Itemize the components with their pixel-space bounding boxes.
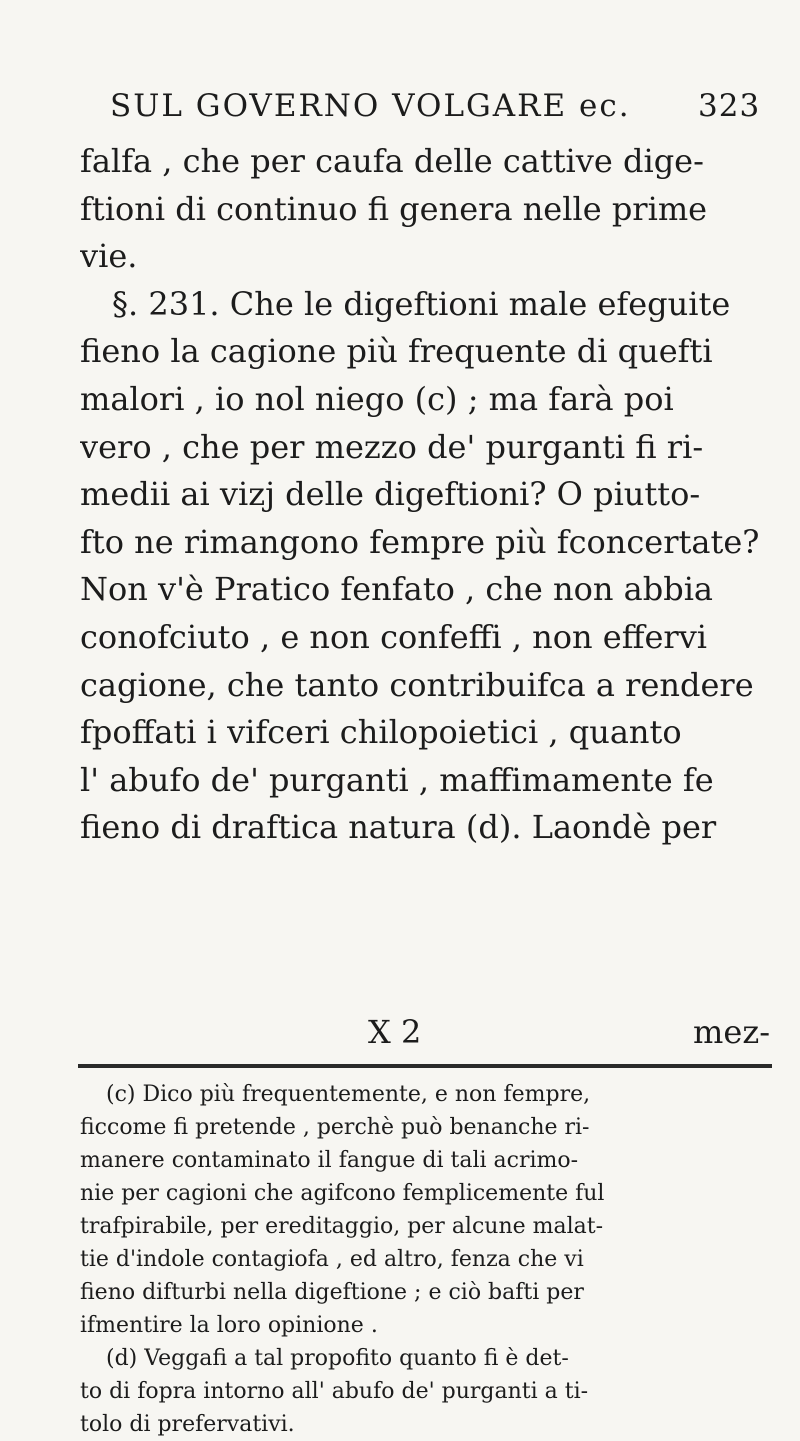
page-number: 323 [698, 88, 761, 124]
text-line: ftioni di continuo fi genera nelle prime [80, 189, 708, 228]
footnote-c: (c) Dico più frequentemente, e non fempre, [106, 1082, 591, 1107]
catchword: mez- [693, 1013, 770, 1051]
text-line: fto ne rimangono fempre più fconcertate? [80, 522, 760, 561]
footnote-line: ifmentire la loro opinione . [80, 1313, 378, 1338]
text-line: falfa , che per caufa delle cattive dige- [80, 142, 704, 180]
text-line: fieno la cagione più frequente di quefti [80, 332, 713, 371]
text-line: vero , che per mezzo de' purganti fi ri- [80, 427, 704, 466]
running-title: SUL GOVERNO VOLGARE ec. [110, 88, 631, 124]
footnote-d: (d) Veggafi a tal propofito quanto fi è det- [106, 1346, 569, 1371]
main-text [80, 138, 770, 852]
text-line: fieno di draftica natura (d). Laondè per [80, 808, 717, 847]
text-line: vie. [80, 237, 138, 276]
footnote-line: tolo di prefervativi. [80, 1412, 295, 1437]
catchline [80, 1008, 770, 1056]
text-line: malori , io nol niego (c) ; ma farà poi [80, 379, 674, 418]
footnote-divider [78, 1064, 772, 1068]
text-line: l' abufo de' purganti , maffimamente fe [80, 760, 714, 799]
footnote-line: ficcome fi pretende , perchè può benanche ri- [80, 1115, 590, 1140]
footnote-line: to di fopra intorno all' abufo de' purganti a ti- [80, 1379, 589, 1404]
signature-mark: X 2 [368, 1013, 422, 1051]
text-line: medii ai vizj delle digeftioni? O piutto- [80, 475, 701, 514]
footnote-line: trafpirabile, per ereditaggio, per alcune malat- [80, 1214, 604, 1239]
footnote-line: fieno difturbi nella digeftione ; e ciò bafti per [80, 1280, 584, 1305]
footnote-line: nie per cagioni che agifcono femplicemente ful [80, 1181, 605, 1206]
footnote-line: manere contaminato il fangue di tali acrimo- [80, 1148, 579, 1173]
text-line: conofciuto , e non confeffi , non effervi [80, 617, 708, 656]
text-line: fpoffati i vifceri chilopoietici , quanto [80, 713, 682, 752]
text-line: cagione, che tanto contribuifca a rendere [80, 665, 754, 704]
section-231-start: §. 231. Che le digeftioni male efeguite [112, 284, 731, 323]
running-head [110, 88, 800, 140]
footnote-line: tie d'indole contagiofa , ed altro, fenza che vi [80, 1247, 584, 1272]
text-line: Non v'è Pratico fenfato , che non abbia [80, 570, 713, 609]
footnotes [80, 1078, 770, 1441]
